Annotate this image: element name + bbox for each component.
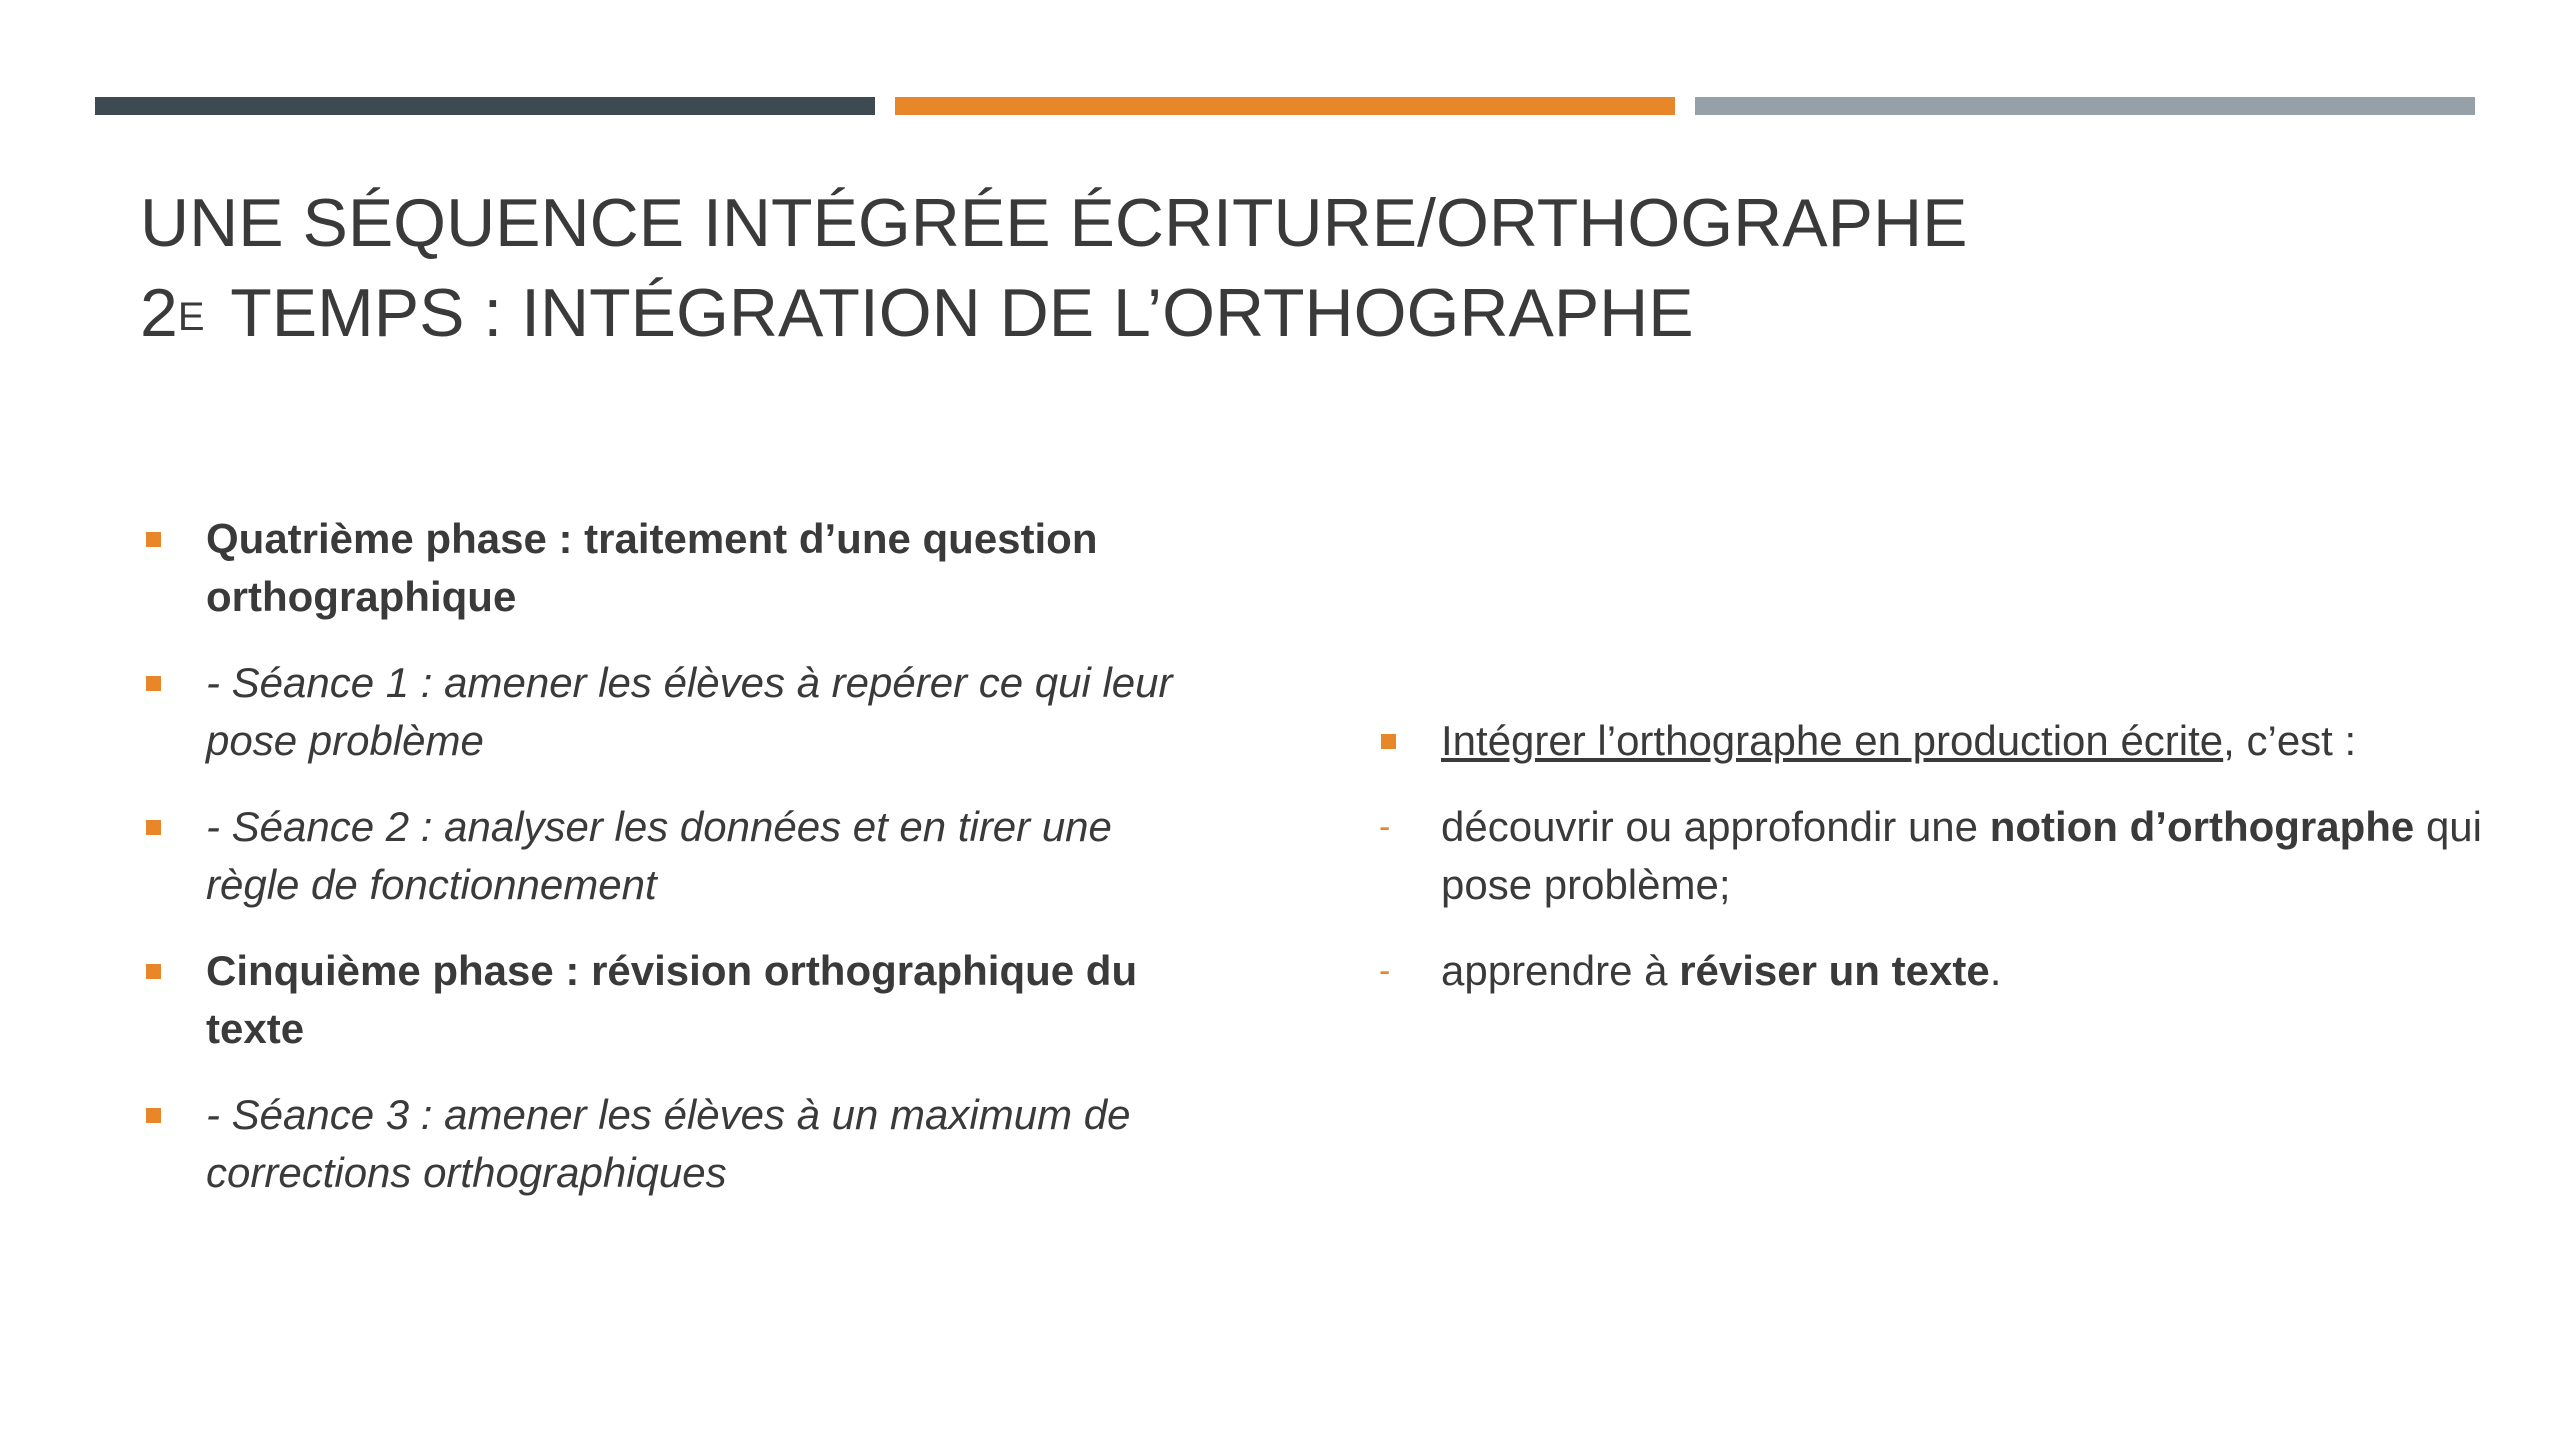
item-text-bold: notion d’orthographe [1989, 803, 2415, 850]
slide-title [140, 178, 2440, 358]
list-item-phase-4 [140, 510, 1200, 626]
right-column [1375, 712, 2495, 1028]
left-column [140, 510, 1200, 1230]
item-text-post: . [1989, 947, 2002, 994]
list-item-text: Quatrième phase : traitement d’une question orthographique [206, 515, 1098, 620]
title-line-2 [140, 268, 2440, 358]
square-bullet-icon [146, 1108, 161, 1123]
title-number: 2 [140, 275, 178, 351]
item-text-bold: réviser un texte [1679, 947, 1990, 994]
list-item-phase-5 [140, 942, 1200, 1058]
dash-bullet-icon: - [1379, 808, 1391, 846]
item-text-pre: découvrir ou approfondir une [1441, 803, 1990, 850]
square-bullet-icon [1381, 734, 1396, 749]
definition-item-reviser [1375, 942, 2495, 1000]
intro-rest-text: , c’est : [2223, 717, 2357, 764]
definition-item-notion [1375, 798, 2495, 914]
list-item-seance-2 [140, 798, 1200, 914]
title-line-2-text: TEMPS : INTÉGRATION DE L’ORTHOGRAPHE [230, 275, 1694, 351]
title-line-1: UNE SÉQUENCE INTÉGRÉE ÉCRITURE/ORTHOGRAPHE [140, 185, 1968, 261]
item-text-post: qui pose problème; [1441, 803, 2482, 908]
intro-underlined-text: Intégrer l’orthographe en production écrite [1441, 717, 2224, 764]
square-bullet-icon [146, 820, 161, 835]
square-bullet-icon [146, 676, 161, 691]
title-superscript: E [177, 295, 205, 339]
accent-bar-dark [95, 97, 875, 115]
dash-bullet-icon: - [1379, 952, 1391, 990]
item-text-pre: apprendre à [1441, 947, 1680, 994]
list-item-text: - Séance 1 : amener les élèves à repérer ce qui leur pose problème [206, 659, 1173, 764]
list-item-seance-1 [140, 654, 1200, 770]
accent-bar-gray [1695, 97, 2475, 115]
list-item-text: - Séance 3 : amener les élèves à un maximum de corrections orthographiques [206, 1091, 1131, 1196]
list-item-seance-3 [140, 1086, 1200, 1202]
list-item-text: - Séance 2 : analyser les données et en tirer une règle de fonctionnement [206, 803, 1112, 908]
accent-bar-orange [895, 97, 1675, 115]
square-bullet-icon [146, 532, 161, 547]
list-item-text: Cinquième phase : révision orthographique du texte [206, 947, 1138, 1052]
square-bullet-icon [146, 964, 161, 979]
definition-intro [1375, 712, 2495, 770]
